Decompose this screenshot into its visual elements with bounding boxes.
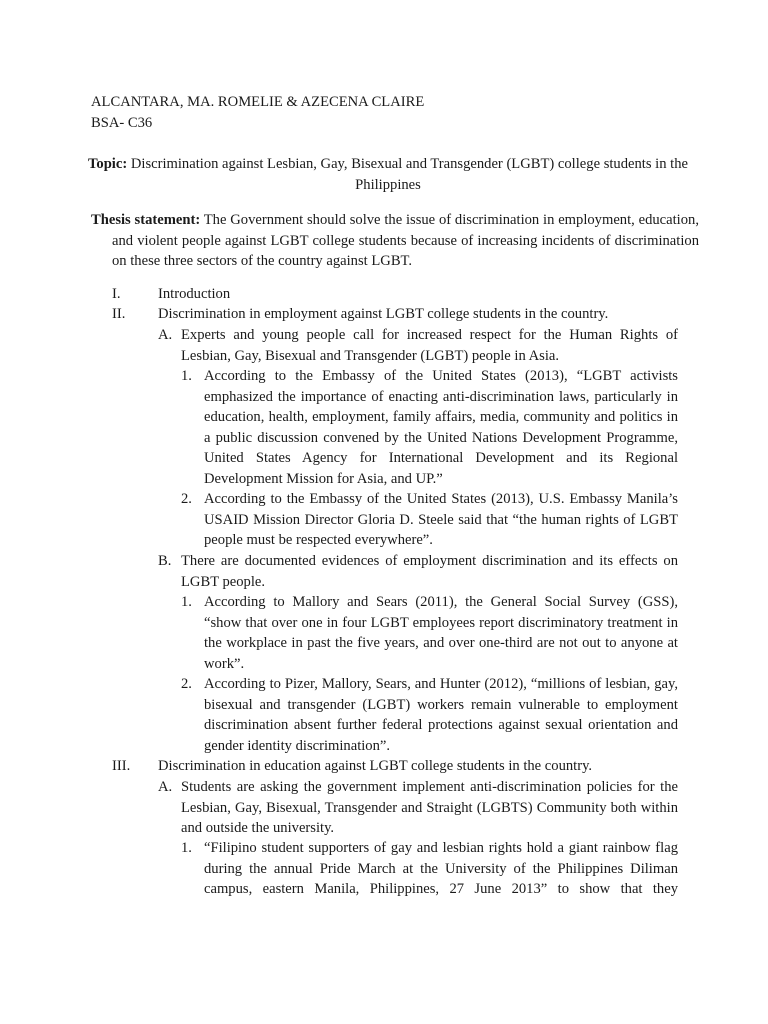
outline-num-II: II. [112,306,126,322]
section-line: BSA- C36 [91,115,153,131]
outline-heading-III: Discrimination in education against LGBT college students in the country. [158,758,593,774]
outline-letter-II-B: B. [158,553,172,569]
outline-letter-III-A: A. [158,779,173,795]
outline-text-II-B: There are documented evidences of employment discrimination and its effects on LGBT people. [181,553,678,590]
outline-num-III: III. [112,758,131,774]
outline-item-text-II-A-2: According to the Embassy of the United States (2013), U.S. Embassy Manila’s USAID Mission Director Gloria D. Steele said that “the human rights of LGBT people must be respected everywhere”. [204,491,678,549]
outline-item-num-II-A-2: 2. [181,491,192,507]
outline-item-num-II-B-1: 1. [181,594,192,610]
thesis-text: The Government should solve the issue of discrimination in employment, education, and violent people against LGBT college students because of increasing incidents of discrimination on these three sectors of the country against LGBT. [112,212,699,270]
outline-item-text-II-B-1: According to Mallory and Sears (2011), the General Social Survey (GSS), “show that over one in four LGBT employees report discriminatory treatment in the workplace in past the five years, and over one-third are not out to anyone at work”. [204,594,678,672]
thesis-paragraph [91,210,699,272]
outline-item-text-II-A-1: According to the Embassy of the United States (2013), “LGBT activists emphasized the importance of enacting anti-discrimination laws, particularly in education, health, employment, family affairs, media, community and politics in a public discussion convened by the United Nations Development Programme, United States Agency for International Development and its Regional Development Mission for Asia, and UP.” [204,368,678,487]
topic-label: Topic: [88,156,128,172]
topic-paragraph [88,154,688,195]
outline-item-text-III-A-1: “Filipino student supporters of gay and lesbian rights hold a giant rainbow flag during the annual Pride March at the University of the Philippines Diliman campus, eastern Manila, Philippines, 27 June 2013” to show that they [204,840,678,898]
outline-letter-II-A: A. [158,327,173,343]
outline-text-II-A: Experts and young people call for increased respect for the Human Rights of Lesbian, Gay, Bisexual and Transgender (LGBT) people in Asia. [181,327,678,364]
outline-item-num-II-A-1: 1. [181,368,192,384]
authors-line: ALCANTARA, MA. ROMELIE & AZECENA CLAIRE [91,94,425,110]
outline-item-text-II-B-2: According to Pizer, Mallory, Sears, and Hunter (2012), “millions of lesbian, gay, bisexual and transgender (LGBT) workers remain vulnerable to employment discrimination absent further federal protections against sexual orientation and gender identity discrimination”. [204,676,678,754]
topic-text: Discrimination against Lesbian, Gay, Bisexual and Transgender (LGBT) college students in the Philippines [130,156,689,193]
outline-text-III-A: Students are asking the government implement anti-discrimination policies for the Lesbian, Gay, Bisexual, Transgender and Straight (LGBTS) Community both within and outside the university. [181,779,678,837]
outline-item-num-II-B-2: 2. [181,676,192,692]
outline-num-I: I. [112,286,121,302]
thesis-label: Thesis statement: [91,212,201,228]
outline-heading-II: Discrimination in employment against LGBT college students in the country. [158,306,609,322]
outline-item-num-III-A-1: 1. [181,840,192,856]
outline-heading-I: Introduction [158,286,231,302]
